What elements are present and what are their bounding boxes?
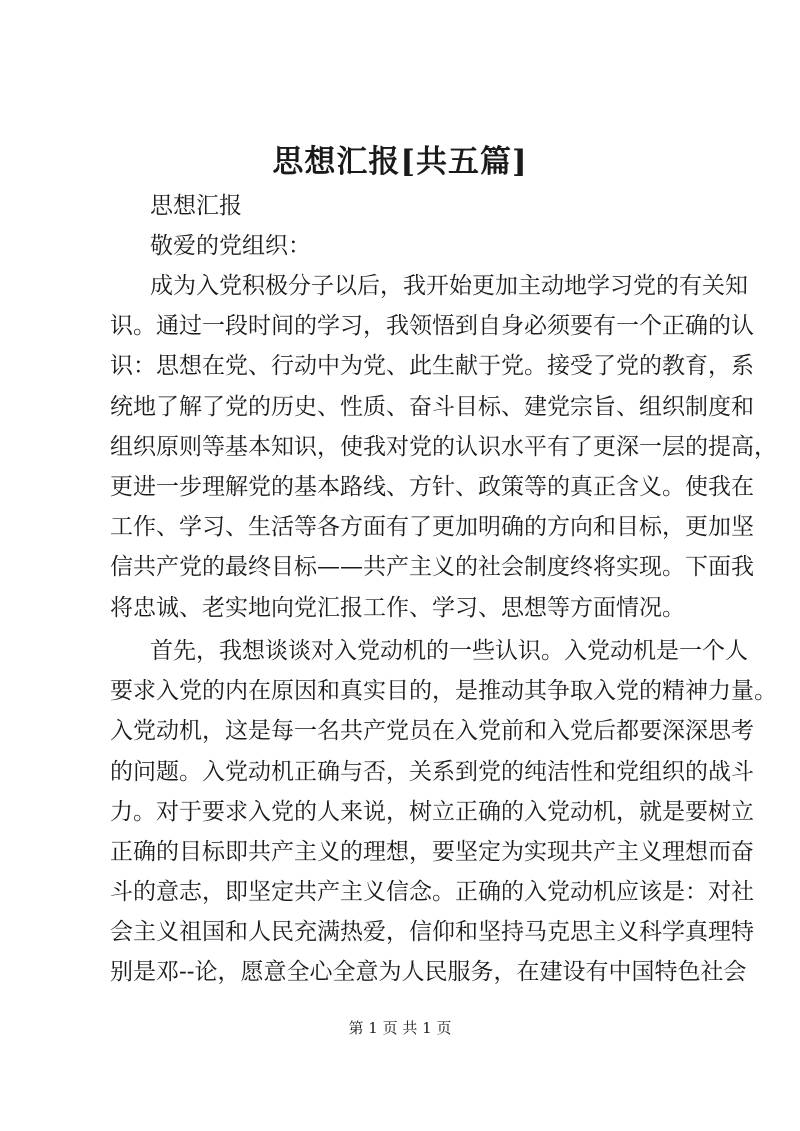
paragraph-line: 成为入党积极分子以后，我开始更加主动地学习党的有关知 — [150, 273, 748, 299]
paragraph-line: 统地了解了党的历史、性质、奋斗目标、建党宗旨、组织制度和 — [110, 394, 754, 420]
paragraph-line: 会主义祖国和人民充满热爱，信仰和坚持马克思主义科学真理特 — [110, 919, 754, 945]
page-footer: 第 1 页 共 1 页 — [348, 1019, 452, 1037]
paragraph-line: 要求入党的内在原因和真实目的，是推动其争取入党的精神力量。 — [110, 678, 777, 704]
paragraph-line: 正确的目标即共产主义的理想，要坚定为实现共产主义理想而奋 — [110, 839, 754, 865]
paragraph-line: 入党动机，这是每一名共产党员在入党前和入党后都要深深思考 — [110, 718, 754, 744]
paragraph-line: 识：思想在党、行动中为党、此生献于党。接受了党的教育，系 — [110, 353, 754, 379]
document-title: 思想汇报[共五篇] — [272, 144, 528, 180]
document-heading: 思想汇报 — [150, 193, 242, 219]
paragraph-line: 组织原则等基本知识，使我对党的认识水平有了更深一层的提高， — [110, 434, 777, 460]
paragraph-line: 更进一步理解党的基本路线、方针、政策等的真正含义。使我在 — [110, 474, 754, 500]
paragraph-line: 首先，我想谈谈对入党动机的一些认识。入党动机是一个人 — [150, 638, 748, 664]
paragraph-line: 的问题。入党动机正确与否，关系到党的纯洁性和党组织的战斗 — [110, 759, 754, 785]
paragraph-line: 别是邓--论，愿意全心全意为人民服务，在建设有中国特色社会 — [110, 959, 747, 985]
paragraph-line: 识。通过一段时间的学习，我领悟到自身必须要有一个正确的认 — [110, 313, 754, 339]
paragraph-line: 力。对于要求入党的人来说，树立正确的入党动机，就是要树立 — [110, 799, 754, 825]
paragraph-line: 信共产党的最终目标——共产主义的社会制度终将实现。下面我 — [110, 554, 754, 580]
paragraph-line: 将忠诚、老实地向党汇报工作、学习、思想等方面情况。 — [110, 595, 685, 621]
paragraph-line: 斗的意志，即坚定共产主义信念。正确的入党动机应该是：对社 — [110, 879, 754, 905]
salutation: 敬爱的党组织： — [150, 233, 311, 259]
paragraph-line: 工作、学习、生活等各方面有了更加明确的方向和目标，更加坚 — [110, 514, 754, 540]
